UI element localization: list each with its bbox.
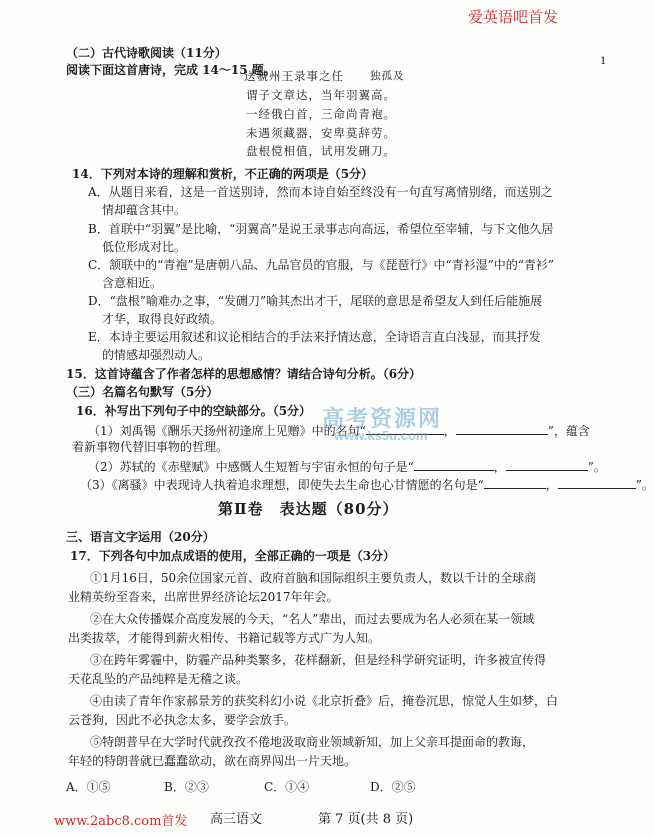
question-17-stem: 17．下列各句中加点成语的使用，全部正确的一项是（3分）	[70, 549, 396, 563]
answer-blank[interactable]	[506, 458, 588, 471]
item-sentence: ④由读了青年作家郝景芳的获奖科幻小说《北京折叠》后，掩卷沉思，惊觉人生如梦，白	[90, 694, 559, 708]
item-sentence: 业精英纷至沓来，出席世界经济论坛2017年年会。	[68, 590, 339, 604]
poem-author: 独孤及	[370, 70, 405, 82]
answer-option-b[interactable]: B．②③	[164, 780, 209, 794]
option-text: E．本诗主要运用叙述和议论相结合的手法来抒情达意，全诗语言直白浅显，而其抒发	[88, 330, 541, 344]
poem-title: 送虢州王录事之任	[244, 69, 344, 83]
text: ，	[443, 424, 456, 438]
section-title: （三）名篇名句默写（5分）	[66, 385, 219, 399]
text: （3）《离骚》中表现诗人执着追求理想，即使失去生命也心甘情愿的名句是“	[80, 478, 484, 492]
text: （1）刘禹锡《酬乐天扬州初逢席上见赠》中的名句“	[88, 424, 366, 438]
item-sentence: 云苍狗，因此不必执念太多，要学会放手。	[68, 713, 297, 727]
item-sentence: 出类拔萃，才能得到薪火相传、书籍记载等方式广为人知。	[68, 631, 381, 645]
watermark-logo: 高考资源网	[322, 406, 443, 431]
text: ”。	[635, 478, 654, 492]
footer-page-number: 第 7 页(共 8 页)	[318, 812, 414, 827]
poem-line: 谓子文章达，当年羽翼高。	[246, 88, 396, 102]
part-title: 第Ⅱ卷 表达题（80分）	[218, 500, 399, 518]
text: （2）苏轼的《赤壁赋》中感慨人生短暂与宇宙永恒的句子是“	[88, 460, 414, 474]
option-text: B．首联中“羽翼”是比喻，“羽翼高”是说王录事志向高远，希望位至宰辅，与下文他久居	[88, 222, 554, 236]
item-sentence: ③在跨年雾霾中，防霾产品种类繁多，花样翻新，但是经科学研究证明，许多被宣传得	[90, 653, 547, 667]
question-16-stem: 16．补写出下列句子中的空缺部分。（5分）	[76, 404, 312, 418]
section-title: 三、语言文字运用（20分）	[66, 530, 215, 544]
answer-blank[interactable]	[456, 422, 548, 435]
option-text: 低位形成对比。	[102, 240, 187, 254]
answer-option-d[interactable]: D．②⑤	[370, 780, 416, 794]
option-text: A．从题目来看，这是一首送别诗，然而本诗自始至终没有一句直写离情别绪，而送别之	[88, 185, 553, 199]
question-15-stem: 15．这首诗蕴含了作者怎样的思想感情？请结合诗句分析。（6分）	[66, 367, 422, 381]
option-text: 含意相近。	[102, 276, 163, 290]
fill-blank-line	[88, 458, 606, 475]
text: ，	[493, 460, 506, 474]
poem-line: 未遇须藏器，安卑莫辞劳。	[246, 126, 396, 140]
answer-blank[interactable]	[558, 476, 636, 489]
option-text: D．“盘根”喻难办之事，“发硎刀”喻其杰出才干，尾联的意思是希望友人到任后能施展	[88, 294, 543, 308]
item-sentence: 天花乱坠的产品纯粹是无稽之谈。	[68, 672, 249, 686]
answer-option-a[interactable]: A．①⑤	[66, 780, 111, 794]
answer-blank[interactable]	[484, 476, 546, 489]
option-text: 的情感却强烈动人。	[102, 348, 211, 362]
option-text: 才华，取得良好政绩。	[102, 312, 223, 326]
fill-blank-line	[80, 476, 654, 493]
section-title: （二）古代诗歌阅读（11分）	[66, 46, 227, 60]
site-watermark-bottom: www.2abc8.com首发	[54, 814, 188, 829]
text: ”，蕴含	[547, 424, 590, 438]
site-watermark-top: 爱英语吧首发	[468, 8, 559, 26]
watermark-url: www.ks5u.com	[334, 428, 428, 443]
item-sentence: ①1月16日，50余位国家元首、政府首脑和国际组织主要负责人，数以千计的全球商	[90, 571, 537, 585]
text: ”。	[587, 460, 606, 474]
option-text: C．颔联中的“青袍”是唐朝八品、九品官员的官服，与《琵琶行》中“青衫湿”中的“青衫”	[88, 258, 554, 272]
item-sentence: 年轻的特朗普就已蠢蠢欲动，欲在商界闯出一片天地。	[68, 754, 357, 768]
item-sentence: ②在大众传播媒介高度发展的今天，“名人”辈出，而过去要成为名人必须在某一领域	[90, 612, 535, 626]
instruction: 阅读下面这首唐诗，完成 14～15 题。	[66, 63, 276, 77]
footer-subject: 高三语文	[210, 812, 263, 827]
poem-line: 盘根傥相值，试用发硎刀。	[246, 144, 396, 158]
page-marker: 1	[600, 56, 607, 67]
item-sentence: ⑤特朗普早在大学时代就孜孜不倦地汲取商业领域新知，加上父亲耳提面命的教诲，	[90, 735, 535, 749]
text: ，	[545, 478, 558, 492]
answer-option-c[interactable]: C．①④	[264, 780, 310, 794]
poem-line: 一经俄白首，三命尚青袍。	[246, 107, 396, 121]
question-14-stem: 14．下列对本诗的理解和赏析，不正确的两项是（5分）	[72, 167, 374, 181]
fill-blank-line: 着新事物代替旧事物的哲理。	[72, 440, 229, 454]
option-text: 情却蕴含其中。	[102, 203, 187, 217]
answer-blank[interactable]	[414, 458, 494, 471]
